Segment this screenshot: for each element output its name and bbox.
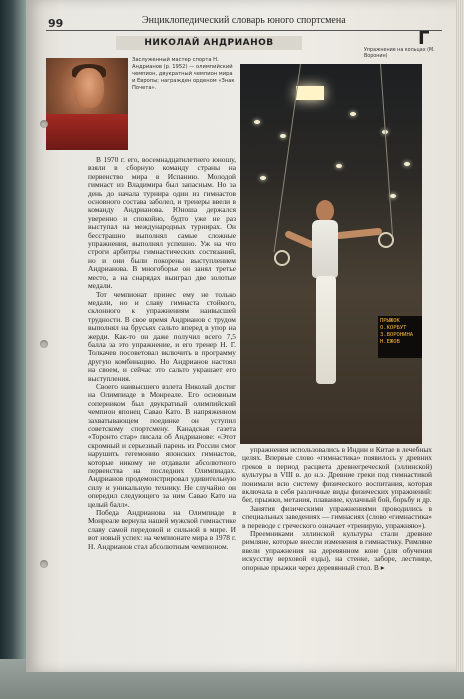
binding-hole <box>40 340 48 348</box>
ceiling-light <box>336 164 342 168</box>
paragraph: В 1970 г. его, восемнадцатилетнего юношу, взяли в сборную команду страны на первенство мира в Испанию. Молодой гимнаст из Владимира был запасным. Но за день до начала турнира один из гимнастов основного состава заболел, и тренеры ввели в команду Андрианова. Юноша держался уверенно и спокойно, будто уже не раз выступал на международных турнирах. Он бесстрашно выполнял самые сложные упражнения, выполнял успешно. Уж на что строги арбитры гимнастических состязаний, но и они были покорены выступлением Андрианова. В многоборье он занял третье место, а на снарядах выиграл две золотые медали. <box>88 155 236 291</box>
right-text-column <box>242 446 432 572</box>
ring-cable-right <box>380 64 393 236</box>
scoreboard-line: Н.ЕЖОВ <box>380 339 400 345</box>
portrait-shirt <box>46 114 128 150</box>
binding-hole <box>40 560 48 568</box>
header-rule <box>46 30 442 31</box>
binding-hole <box>40 120 48 128</box>
paragraph: Преемниками эллинской культуры стали древние римляне, которые внесли изменения в гимнастику. Римляне ввели упражнения на деревянном коне (для обучения искусству верховой езды), на стенке, заборе, лестнице, опорные прыжки через деревянный стол. В ▸ <box>242 529 432 572</box>
ring-left <box>274 250 290 266</box>
gymnast-torso <box>312 220 338 278</box>
ceiling-light <box>254 120 260 124</box>
page-edge <box>456 0 464 672</box>
page-number: 99 <box>48 17 64 30</box>
ceiling-light <box>350 112 356 116</box>
portrait-photo <box>46 58 128 150</box>
gymnast-arm-right <box>336 228 382 240</box>
ring-cable-left <box>274 64 301 252</box>
article-title: НИКОЛАЙ АНДРИАНОВ <box>116 36 302 50</box>
portrait-caption: Заслуженный мастер спорта Н. Андрианов (р. 1952) — олимпийский чемпион, двукратный чемпион мира и Европы; награжден орденом «Знак Почета». <box>132 57 235 91</box>
paragraph: упражнения использовались в Индии и Китае в лечебных целях. Впервые слово «гимнастика» появилось у древних греков в период расцвета древнегреческой (эллинской) культуры в VIII в. до н.э. Древние греки под гимнастикой понимали всю систему физического воспитания, которая включала в себя различные виды физических упражнений: бег, прыжки, метания, плавание, кулачный бой, борьбу и др. <box>242 445 432 505</box>
ceiling-light <box>280 134 286 138</box>
book-page <box>26 0 464 672</box>
paragraph: Победа Андрианова на Олимпиаде в Монреале вернула нашей мужской гимнастике славу самой передовой и сильной в мире. И вот новый успех: на чемпионате мира в 1978 г. Н. Андрианов стал абсолютным чемпионом. <box>88 508 236 551</box>
ceiling-light <box>404 162 410 166</box>
gymnast-legs <box>316 276 336 384</box>
portrait-head <box>74 68 104 108</box>
scoreboard <box>378 316 422 358</box>
ceiling-light <box>390 194 396 198</box>
scoreboard-line: О.КОРБУТ <box>380 325 407 331</box>
ceiling-light <box>260 176 266 180</box>
gymnast-rings-photo <box>240 64 422 444</box>
paragraph: Тот чемпионат принес ему не только медали, но и славу гимнаста стойкого, склонного к упражнениям наивысшей трудности. В свое время Андрианов с трудом выполнял на брусьях сальто вперед в упор на жерди. Как-то он даже получил всего 7,5 балла за это упражнение, и его тренер Н. Г. Толкачев посоветовал включить в программу другую комбинацию. Но Андрианов настоял на своем, и сейчас это сальто украшает его выступления. <box>88 289 236 383</box>
ceiling-spotlight <box>296 86 324 100</box>
scoreboard-line: З.ВОРОНИНА <box>380 332 414 338</box>
paragraph: Занятия физическими упражнениями проводились в специальных заведениях — гимнасиях (слово «гимнастика» в переводе с греческого означает «тренирую, упражняю»). <box>242 503 432 530</box>
scoreboard-line: ПРЫЖОК <box>380 318 400 324</box>
section-letter: Г <box>418 28 430 49</box>
photo-caption: Упражнение на кольцах (М. Воронин) <box>364 48 435 59</box>
desk-surface-left <box>0 0 26 699</box>
paragraph: Своего наивысшего взлета Николай достиг на Олимпиаде в Монреале. Его основным соперником был двукратный олимпийский чемпион японец Савао Като. В напряженном захватывающем поединке он уступил советскому спортсмену. Канадская газета «Торонто стар» писала об Андрианове: «Этот скромный и серьезный парень из России смог нарушить гегемонию японских гимнастов, которые никому не отдавали абсолютного первенства на последних Олимпиадах. Андрианов продемонстрировал удивительную силу и уникальную технику. Не случайно он опередил следующего за ним Савао Като на целый балл». <box>88 381 236 509</box>
gymnast-head <box>316 200 334 222</box>
left-text-column <box>88 156 236 551</box>
running-header: Энциклопедический словарь юного спортсмена <box>142 15 346 26</box>
